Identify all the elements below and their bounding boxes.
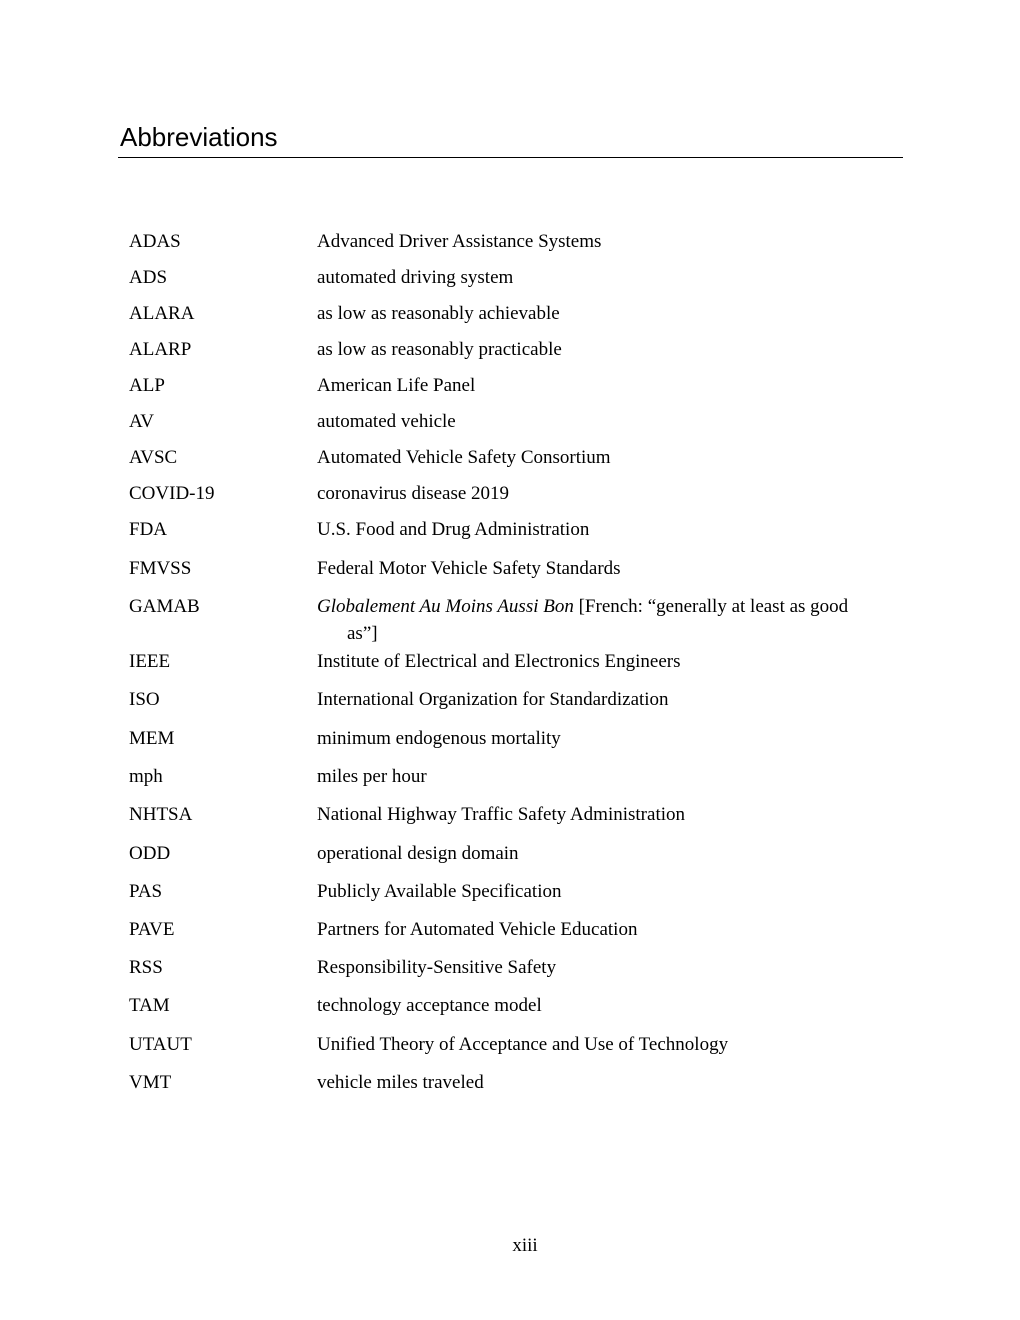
abbreviation-definition: minimum endogenous mortality [317, 728, 561, 749]
abbreviation-term: ALARP [129, 339, 192, 360]
abbreviation-definition: U.S. Food and Drug Administration [317, 519, 590, 540]
abbreviation-term: FDA [129, 519, 168, 540]
abbreviation-term: mph [129, 766, 163, 787]
abbreviation-definition: International Organization for Standardization [317, 689, 669, 710]
abbreviation-definition: automated vehicle [317, 411, 456, 432]
abbreviation-definition: National Highway Traffic Safety Administration [317, 804, 685, 825]
abbreviation-definition: as low as reasonably achievable [317, 303, 560, 324]
page-number: xiii [512, 1235, 538, 1256]
abbreviation-definition: Advanced Driver Assistance Systems [317, 231, 602, 252]
abbreviation-term: VMT [129, 1072, 172, 1093]
abbreviation-definition: automated driving system [317, 267, 514, 288]
abbreviation-term: ADS [129, 267, 168, 288]
abbreviation-definition: American Life Panel [317, 375, 476, 396]
french-phrase: Globalement Au Moins Aussi Bon [317, 596, 574, 617]
abbreviation-term: ADAS [129, 231, 181, 252]
abbreviation-definition: miles per hour [317, 766, 427, 787]
abbreviation-term: PAS [129, 881, 163, 902]
abbreviation-definition: Automated Vehicle Safety Consortium [317, 447, 611, 468]
abbreviation-term: FMVSS [129, 558, 192, 579]
abbreviation-term: ODD [129, 843, 171, 864]
abbreviation-definition: Federal Motor Vehicle Safety Standards [317, 558, 621, 579]
definition-translation: [French: “generally at least as good [573, 596, 849, 617]
abbreviation-definition: Partners for Automated Vehicle Education [317, 919, 638, 940]
abbreviation-definition: vehicle miles traveled [317, 1072, 484, 1093]
abbreviation-term: RSS [129, 957, 163, 978]
abbreviation-term: ALP [129, 375, 165, 396]
abbreviation-definition: Institute of Electrical and Electronics Engineers [317, 651, 681, 672]
abbreviation-term: COVID-19 [129, 483, 215, 504]
abbreviation-term: TAM [129, 995, 170, 1016]
abbreviation-term: AVSC [129, 447, 178, 468]
abbreviation-term: MEM [129, 728, 175, 749]
page-title: Abbreviations [120, 122, 278, 152]
abbreviation-definition: technology acceptance model [317, 995, 542, 1016]
abbreviation-term: AV [129, 411, 154, 432]
abbreviation-definition: coronavirus disease 2019 [317, 483, 510, 504]
abbreviation-term: IEEE [129, 651, 171, 672]
abbreviation-definition [317, 593, 887, 647]
definition-continuation: as”] [347, 623, 378, 644]
abbreviation-definition: Unified Theory of Acceptance and Use of Technology [317, 1034, 729, 1055]
abbreviation-term: PAVE [129, 919, 175, 940]
abbreviation-definition: Responsibility-Sensitive Safety [317, 957, 557, 978]
abbreviation-definition: as low as reasonably practicable [317, 339, 562, 360]
abbreviation-term: NHTSA [129, 804, 193, 825]
abbreviation-definition: operational design domain [317, 843, 519, 864]
abbreviation-term: ALARA [129, 303, 195, 324]
abbreviation-term: ISO [129, 689, 160, 710]
abbreviation-term: GAMAB [129, 596, 200, 617]
abbreviation-definition: Publicly Available Specification [317, 881, 562, 902]
abbreviation-term: UTAUT [129, 1034, 192, 1055]
